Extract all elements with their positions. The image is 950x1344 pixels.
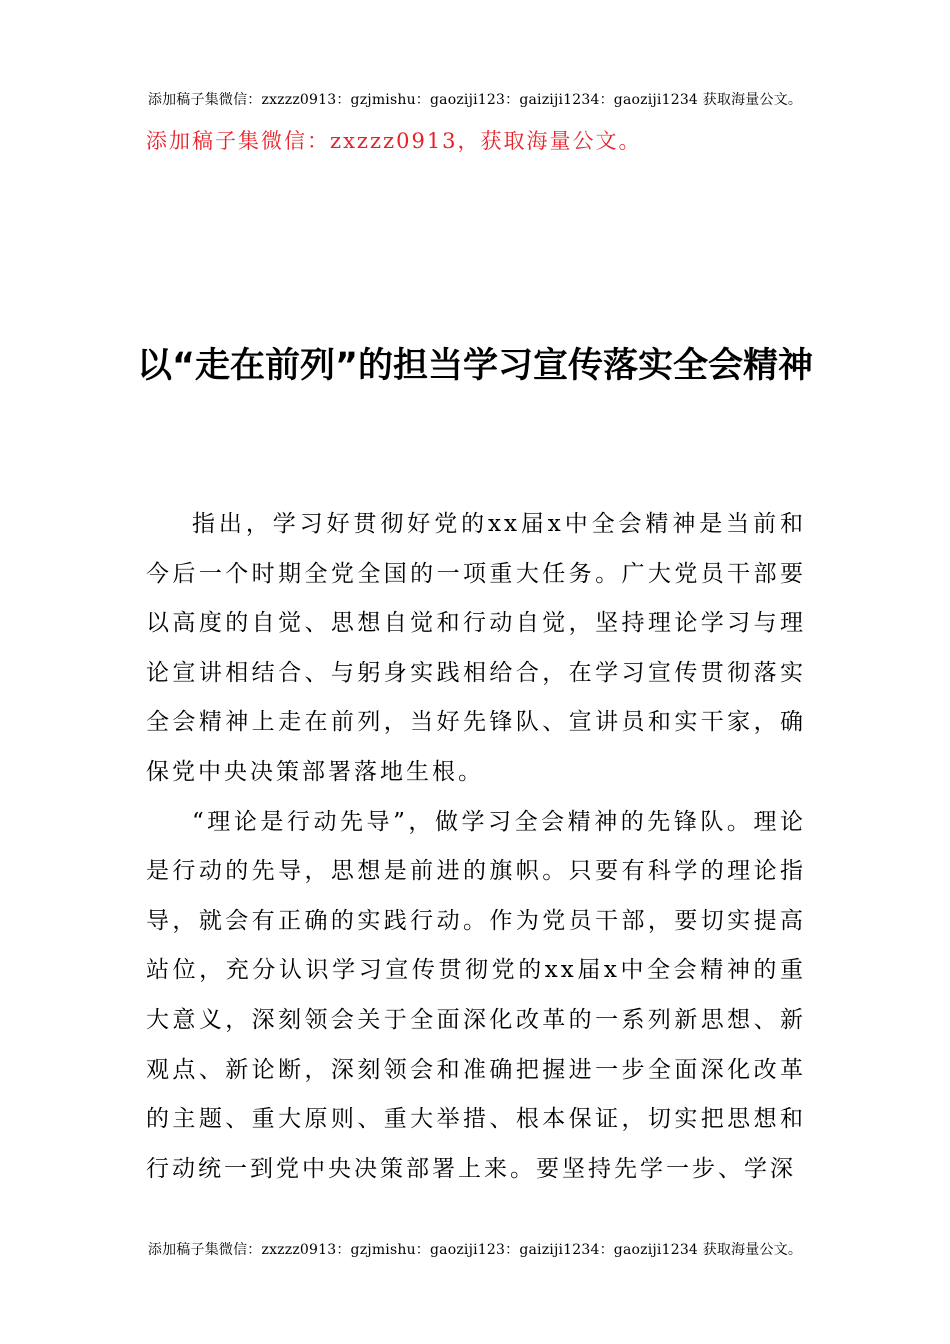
body-paragraph-1: 指出，学习好贯彻好党的xx届x中全会精神是当前和今后一个时期全党全国的一项重大任务。广大党员干部要以高度的自觉、思想自觉和行动自觉，坚持理论学习与理论宣讲相结合、与躬身实践相给合，在学习宣传贯彻落实全会精神上走在前列，当好先锋队、宣讲员和实干家，确保党中央决策部署落地生根。 [146, 511, 806, 785]
document-body [146, 500, 806, 1194]
body-paragraph-2: “理论是行动先导”，做学习全会精神的先锋队。理论是行动的先导，思想是前进的旗帜。只要有科学的理论指导，就会有正确的实践行动。作为党员干部，要切实提高站位，充分认识学习宣传贯彻党的xx届x中全会精神的重大意义，深刻领会关于全面深化改革的一系列新思想、新观点、新论断，深刻领会和准确把握进一步全面深化改革的主题、重大原则、重大举措、根本保证，切实把思想和行动统一到党中央决策部署上来。要坚持先学一步、学深 [146, 808, 806, 1182]
header-watermark-note: 添加稿子集微信：zxzzz0913：gzjmishu：gaoziji123：gaiziji1234：gaoziji1234 获取海量公文。 [147, 92, 803, 108]
document-title: 以“走在前列”的担当学习宣传落实全会精神 [136, 346, 813, 386]
promo-text: 添加稿子集微信：zxzzz0913，获取海量公文。 [146, 129, 642, 153]
footer-watermark-note: 添加稿子集微信：zxzzz0913：gzjmishu：gaoziji123：gaiziji1234：gaoziji1234 获取海量公文。 [147, 1242, 803, 1258]
